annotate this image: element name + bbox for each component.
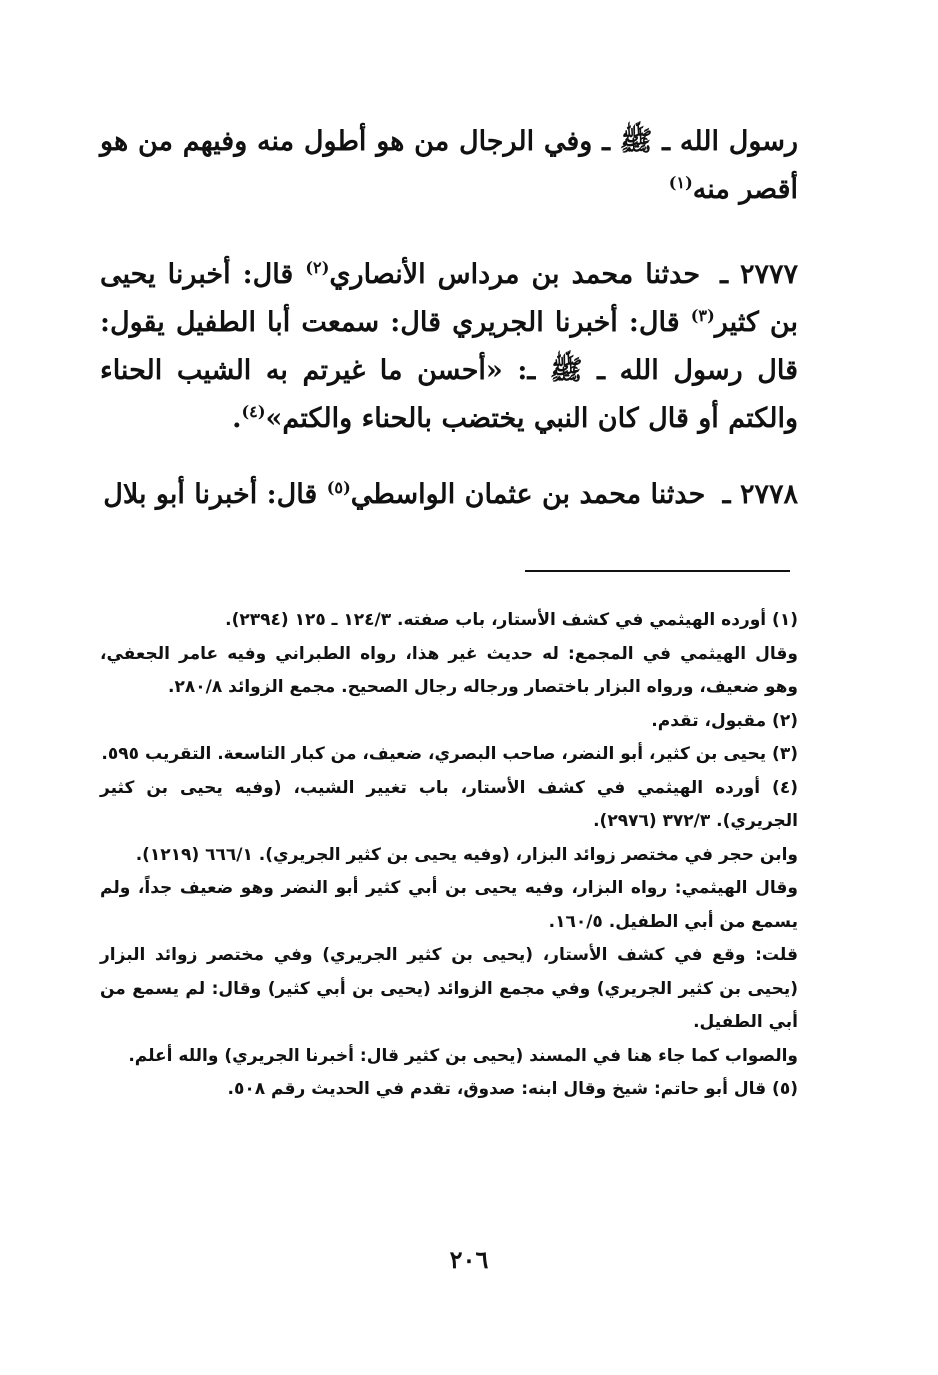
footnote-1 — [100, 604, 798, 705]
footnote-text: يحيى بن كثير، أبو النضر، صاحب البصري، ضعيف، من كبار التاسعة. التقريب ٥٩٥. — [101, 744, 767, 764]
footnote-number: (٥) — [772, 1079, 798, 1099]
footnote-2 — [100, 705, 798, 739]
footnote-text: والصواب كما جاء هنا في المسند (يحيى بن كثير قال: أخبرنا الجريري) والله أعلم. — [128, 1045, 798, 1066]
footnote-separator — [525, 570, 790, 572]
footnote-ref: (١) — [668, 173, 693, 192]
page-number: ٢٠٦ — [449, 1245, 489, 1274]
footnote-number: (٢) — [772, 710, 798, 731]
footnote-number: (٤) — [772, 777, 798, 798]
footnote-line — [100, 1073, 798, 1107]
hadith-text: . — [232, 403, 242, 434]
hadith-text: قال: أخبرنا الجريري قال: سمعت أبا الطفيل يقول: قال رسول الله ـ ﷺ ـ: «أحسن ما غيرتم به الشيب الحناء والكتم أو قال كان النبي يختضب بالحناء والكتم» — [100, 307, 798, 434]
hadith-text: قال: أخبرنا أبو بلال — [103, 479, 327, 510]
hadith-2777 — [100, 251, 798, 443]
footnote-text: وقال الهيثمي في المجمع: له حديث غير هذا، رواه الطبراني وفيه عامر الجعفي، وهو ضعيف، ورواه البزار باختصار ورجاله رجال الصحيح. مجمع الزوائد ٢٨٠/٨. — [100, 643, 798, 697]
footnote-5 — [100, 1073, 798, 1107]
hadith-number: ٢٧٧٧ ـ — [720, 259, 799, 290]
footnote-text: قلت: وقع في كشف الأستار، (يحيى بن كثير الجريري) وفي مختصر زوائد البزار (يحيى بن كثير الجريري) وفي مجمع الزوائد (يحيى بن أبي كثير) وقال: لم يسمع من أبي الطفيل. — [100, 945, 798, 1032]
main-text — [100, 118, 798, 547]
footnote-4 — [100, 772, 798, 1074]
footnote-line — [100, 738, 798, 772]
footnotes — [100, 604, 798, 1107]
footnote-ref: (٥) — [326, 478, 351, 497]
footnote-number: (١) — [772, 610, 798, 630]
footnote-text: أورده الهيثمي في كشف الأستار، باب تغيير الشيب، (وفيه يحيى بن كثير الجريري). ٣٧٢/٣ (٢٩٧٦). — [100, 777, 798, 831]
hadith-body — [100, 251, 798, 443]
hadith-text: حدثنا محمد بن مرداس الأنصاري — [329, 259, 701, 290]
hadith-number: ٢٧٧٨ ـ — [722, 479, 798, 510]
continuation-text: رسول الله ـ ﷺ ـ وفي الرجال من هو أطول منه وفيهم من هو أقصر منه — [100, 126, 798, 205]
footnote-line — [100, 705, 798, 739]
footnote-text: قال أبو حاتم: شيخ وقال ابنه: صدوق، تقدم في الحديث رقم ٥٠٨. — [227, 1079, 767, 1099]
hadith-2778 — [100, 471, 798, 519]
footnote-3 — [100, 738, 798, 772]
footnote-ref: (٣) — [690, 306, 715, 325]
footnote-number: (٣) — [772, 744, 798, 764]
hadith-text: حدثنا محمد بن عثمان الواسطي — [350, 479, 706, 510]
hadith-text: قال: أخبرنا يحيى بن كثير — [100, 259, 799, 338]
footnote-line — [100, 604, 798, 638]
footnote-ref: (٤) — [241, 402, 266, 421]
footnote-text: أورده الهيثمي في كشف الأستار، باب صفته. ١٢٤/٣ ـ ١٢٥ (٢٣٩٤). — [225, 610, 767, 630]
footnote-ref: (٢) — [305, 258, 330, 277]
continuation-paragraph — [100, 118, 798, 214]
hadith-body — [100, 471, 798, 519]
footnote-text: مقبول، تقدم. — [651, 710, 767, 731]
footnote-text: وابن حجر في مختصر زوائد البزار، (وفيه يحيى بن كثير الجريري). ٦٦٦/١ (١٢١٩). — [135, 844, 798, 865]
footnote-line — [100, 772, 798, 839]
footnote-text: وقال الهيثمي: رواه البزار، وفيه يحيى بن أبي كثير أبو النضر وهو ضعيف جداً، ولم يسمع من أبي الطفيل. ١٦٠/٥. — [100, 878, 798, 932]
